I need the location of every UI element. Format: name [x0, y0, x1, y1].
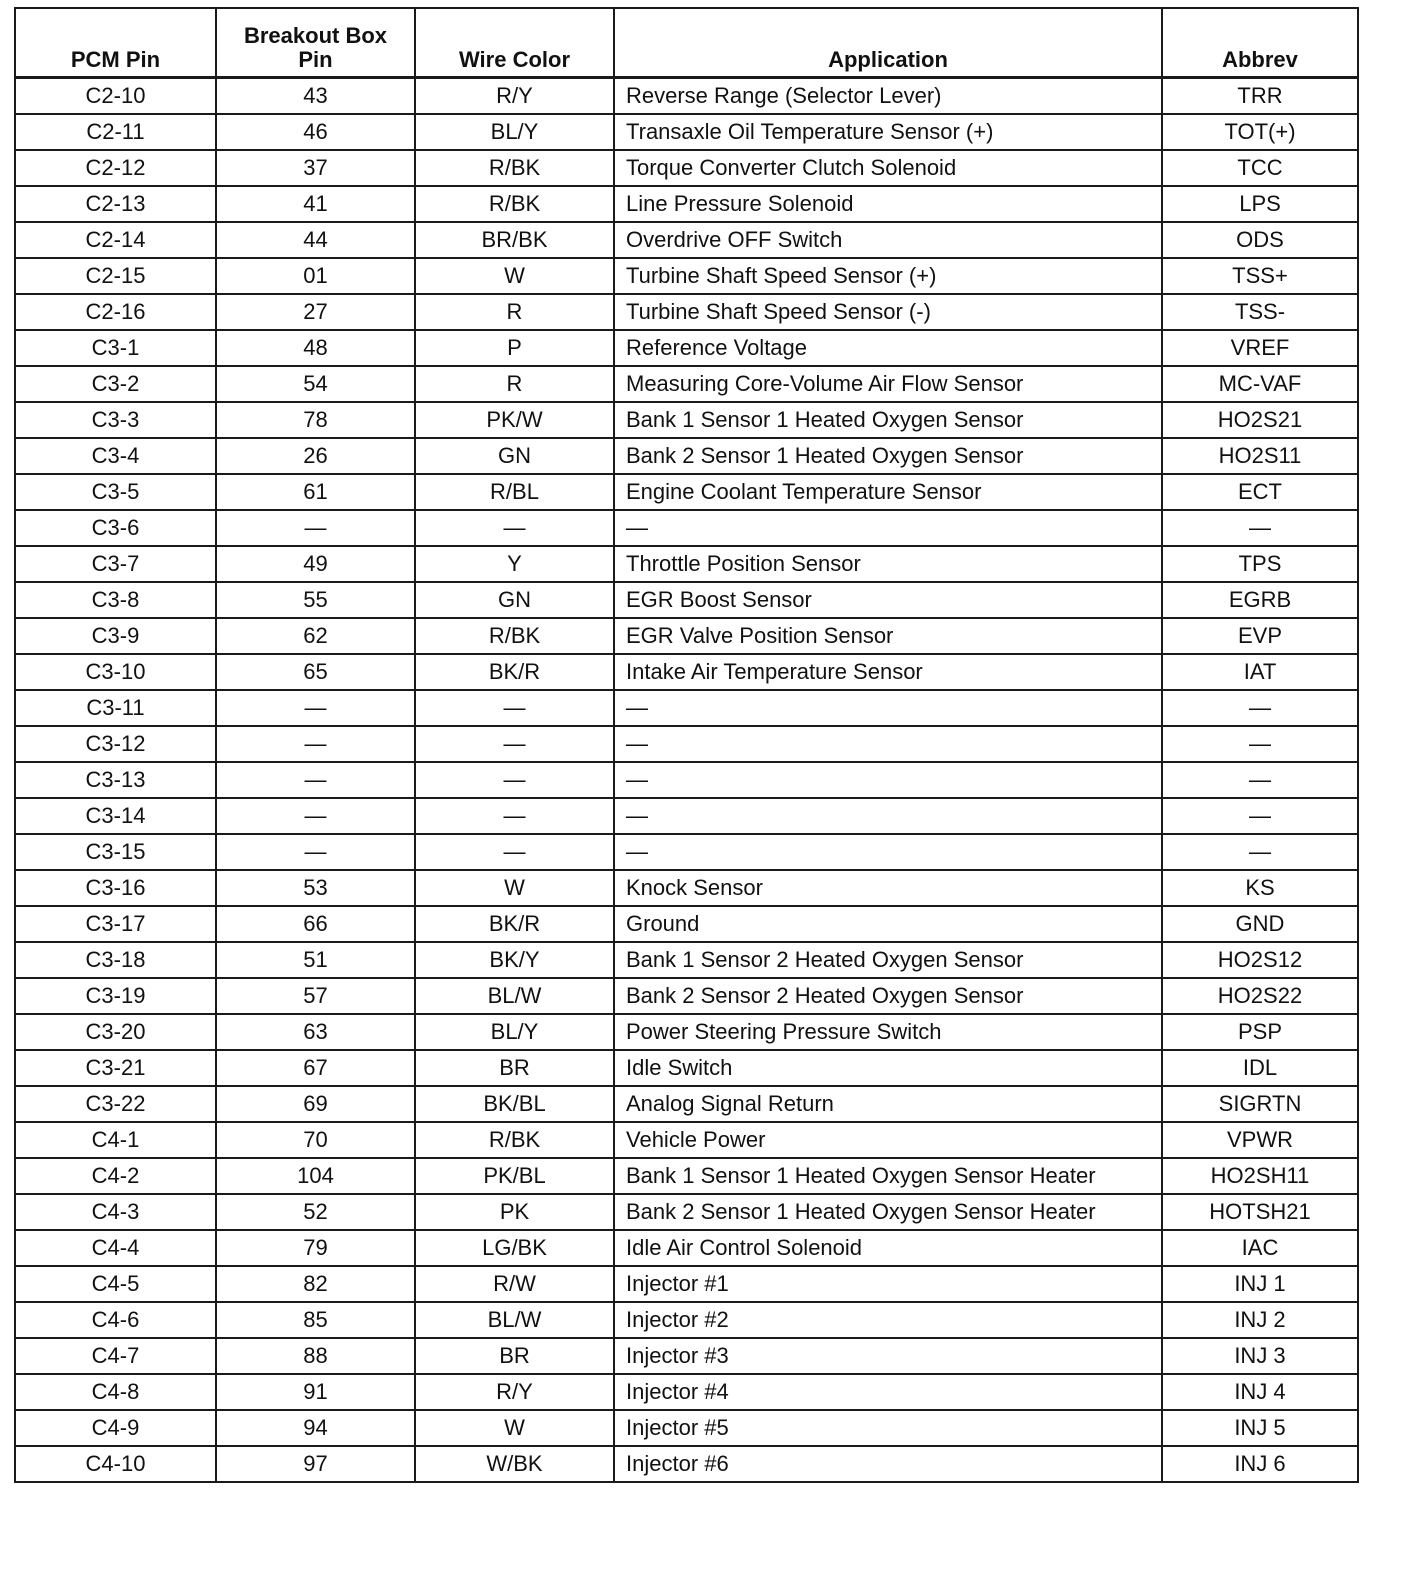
table-row	[15, 330, 1358, 366]
cell-application: —	[614, 834, 1162, 870]
table-row	[15, 402, 1358, 438]
header-breakout-line1: Breakout Box	[243, 23, 388, 48]
cell-abbrev: GND	[1162, 906, 1358, 942]
cell-application: —	[614, 762, 1162, 798]
cell-pcm-pin: C3-22	[15, 1086, 216, 1122]
cell-abbrev: TPS	[1162, 546, 1358, 582]
cell-breakout-pin: 37	[216, 150, 415, 186]
cell-abbrev: TRR	[1162, 78, 1358, 115]
cell-application: Analog Signal Return	[614, 1086, 1162, 1122]
cell-application: —	[614, 690, 1162, 726]
table-row	[15, 1410, 1358, 1446]
cell-abbrev: VREF	[1162, 330, 1358, 366]
cell-pcm-pin: C3-2	[15, 366, 216, 402]
cell-pcm-pin: C3-20	[15, 1014, 216, 1050]
cell-abbrev: INJ 1	[1162, 1266, 1358, 1302]
table-row	[15, 762, 1358, 798]
cell-application: —	[614, 798, 1162, 834]
cell-application: Idle Air Control Solenoid	[614, 1230, 1162, 1266]
cell-abbrev: PSP	[1162, 1014, 1358, 1050]
cell-wire-color: BL/Y	[415, 114, 614, 150]
cell-application: Turbine Shaft Speed Sensor (+)	[614, 258, 1162, 294]
table-body	[15, 78, 1358, 1483]
table-row	[15, 654, 1358, 690]
table-row	[15, 474, 1358, 510]
cell-application: EGR Valve Position Sensor	[614, 618, 1162, 654]
cell-pcm-pin: C4-7	[15, 1338, 216, 1374]
cell-abbrev: TSS+	[1162, 258, 1358, 294]
cell-pcm-pin: C3-19	[15, 978, 216, 1014]
cell-breakout-pin: 69	[216, 1086, 415, 1122]
cell-breakout-pin: 70	[216, 1122, 415, 1158]
cell-wire-color: W/BK	[415, 1446, 614, 1482]
cell-breakout-pin: 49	[216, 546, 415, 582]
table-row	[15, 798, 1358, 834]
cell-wire-color: —	[415, 762, 614, 798]
table-row	[15, 1014, 1358, 1050]
cell-application: Overdrive OFF Switch	[614, 222, 1162, 258]
cell-abbrev: IDL	[1162, 1050, 1358, 1086]
table-row	[15, 510, 1358, 546]
cell-application: EGR Boost Sensor	[614, 582, 1162, 618]
table-row	[15, 1122, 1358, 1158]
cell-pcm-pin: C3-8	[15, 582, 216, 618]
cell-abbrev: HO2SH11	[1162, 1158, 1358, 1194]
cell-wire-color: R/BK	[415, 1122, 614, 1158]
table-row	[15, 942, 1358, 978]
cell-breakout-pin: 26	[216, 438, 415, 474]
cell-breakout-pin: 44	[216, 222, 415, 258]
cell-breakout-pin: 79	[216, 1230, 415, 1266]
cell-breakout-pin: —	[216, 798, 415, 834]
cell-breakout-pin: 82	[216, 1266, 415, 1302]
cell-pcm-pin: C2-10	[15, 78, 216, 115]
cell-wire-color: GN	[415, 438, 614, 474]
cell-abbrev: INJ 2	[1162, 1302, 1358, 1338]
cell-breakout-pin: 54	[216, 366, 415, 402]
table-row	[15, 546, 1358, 582]
cell-pcm-pin: C4-10	[15, 1446, 216, 1482]
cell-abbrev: —	[1162, 690, 1358, 726]
cell-wire-color: R/BK	[415, 150, 614, 186]
cell-abbrev: ECT	[1162, 474, 1358, 510]
cell-wire-color: P	[415, 330, 614, 366]
cell-application: Turbine Shaft Speed Sensor (-)	[614, 294, 1162, 330]
cell-wire-color: BK/BL	[415, 1086, 614, 1122]
cell-application: Bank 1 Sensor 2 Heated Oxygen Sensor	[614, 942, 1162, 978]
cell-wire-color: BK/Y	[415, 942, 614, 978]
cell-wire-color: R/W	[415, 1266, 614, 1302]
cell-wire-color: R/Y	[415, 1374, 614, 1410]
header-row	[15, 8, 1358, 78]
cell-pcm-pin: C3-4	[15, 438, 216, 474]
cell-abbrev: VPWR	[1162, 1122, 1358, 1158]
table-row	[15, 258, 1358, 294]
cell-pcm-pin: C3-7	[15, 546, 216, 582]
cell-wire-color: —	[415, 690, 614, 726]
table-row	[15, 1230, 1358, 1266]
cell-application: Bank 2 Sensor 1 Heated Oxygen Sensor	[614, 438, 1162, 474]
cell-pcm-pin: C3-12	[15, 726, 216, 762]
cell-abbrev: ODS	[1162, 222, 1358, 258]
header-wire-color: Wire Color	[415, 8, 614, 78]
cell-application: Line Pressure Solenoid	[614, 186, 1162, 222]
cell-breakout-pin: 51	[216, 942, 415, 978]
cell-application: Torque Converter Clutch Solenoid	[614, 150, 1162, 186]
table-row	[15, 618, 1358, 654]
cell-application: Bank 2 Sensor 1 Heated Oxygen Sensor Heater	[614, 1194, 1162, 1230]
header-breakout-line2: Pin	[298, 47, 333, 72]
table-row	[15, 870, 1358, 906]
table-row	[15, 186, 1358, 222]
cell-wire-color: —	[415, 726, 614, 762]
cell-application: Injector #2	[614, 1302, 1162, 1338]
cell-abbrev: —	[1162, 798, 1358, 834]
cell-breakout-pin: 43	[216, 78, 415, 115]
cell-application: Bank 2 Sensor 2 Heated Oxygen Sensor	[614, 978, 1162, 1014]
cell-abbrev: IAC	[1162, 1230, 1358, 1266]
cell-application: Injector #5	[614, 1410, 1162, 1446]
cell-breakout-pin: 67	[216, 1050, 415, 1086]
cell-abbrev: HOTSH21	[1162, 1194, 1358, 1230]
cell-application: Reference Voltage	[614, 330, 1162, 366]
cell-application: Vehicle Power	[614, 1122, 1162, 1158]
cell-pcm-pin: C4-8	[15, 1374, 216, 1410]
cell-wire-color: BL/Y	[415, 1014, 614, 1050]
cell-application: Power Steering Pressure Switch	[614, 1014, 1162, 1050]
cell-abbrev: HO2S22	[1162, 978, 1358, 1014]
cell-abbrev: TCC	[1162, 150, 1358, 186]
cell-pcm-pin: C3-9	[15, 618, 216, 654]
cell-pcm-pin: C3-11	[15, 690, 216, 726]
cell-application: Injector #6	[614, 1446, 1162, 1482]
table-row	[15, 1374, 1358, 1410]
cell-wire-color: BR	[415, 1050, 614, 1086]
cell-wire-color: PK/BL	[415, 1158, 614, 1194]
cell-wire-color: R	[415, 294, 614, 330]
cell-abbrev: INJ 3	[1162, 1338, 1358, 1374]
cell-wire-color: —	[415, 510, 614, 546]
cell-application: Injector #3	[614, 1338, 1162, 1374]
cell-application: Bank 1 Sensor 1 Heated Oxygen Sensor	[614, 402, 1162, 438]
cell-abbrev: —	[1162, 834, 1358, 870]
cell-wire-color: W	[415, 258, 614, 294]
cell-wire-color: PK	[415, 1194, 614, 1230]
table-row	[15, 834, 1358, 870]
cell-breakout-pin: —	[216, 690, 415, 726]
cell-breakout-pin: 85	[216, 1302, 415, 1338]
cell-application: Idle Switch	[614, 1050, 1162, 1086]
cell-breakout-pin: —	[216, 762, 415, 798]
cell-breakout-pin: 55	[216, 582, 415, 618]
cell-breakout-pin: 97	[216, 1446, 415, 1482]
cell-wire-color: Y	[415, 546, 614, 582]
cell-wire-color: LG/BK	[415, 1230, 614, 1266]
cell-breakout-pin: 57	[216, 978, 415, 1014]
table-row	[15, 978, 1358, 1014]
cell-abbrev: HO2S21	[1162, 402, 1358, 438]
cell-pcm-pin: C4-9	[15, 1410, 216, 1446]
cell-pcm-pin: C3-5	[15, 474, 216, 510]
cell-abbrev: TOT(+)	[1162, 114, 1358, 150]
cell-wire-color: —	[415, 798, 614, 834]
table-row	[15, 1338, 1358, 1374]
cell-pcm-pin: C3-15	[15, 834, 216, 870]
cell-pcm-pin: C3-10	[15, 654, 216, 690]
cell-abbrev: KS	[1162, 870, 1358, 906]
cell-abbrev: —	[1162, 762, 1358, 798]
cell-abbrev: EGRB	[1162, 582, 1358, 618]
cell-wire-color: —	[415, 834, 614, 870]
pcm-pinout-table	[14, 7, 1359, 1483]
cell-wire-color: R	[415, 366, 614, 402]
cell-pcm-pin: C3-21	[15, 1050, 216, 1086]
cell-pcm-pin: C2-16	[15, 294, 216, 330]
cell-pcm-pin: C4-3	[15, 1194, 216, 1230]
table-row	[15, 222, 1358, 258]
table-row	[15, 1446, 1358, 1482]
cell-abbrev: HO2S12	[1162, 942, 1358, 978]
cell-wire-color: BL/W	[415, 978, 614, 1014]
cell-application: Measuring Core-Volume Air Flow Sensor	[614, 366, 1162, 402]
cell-breakout-pin: —	[216, 726, 415, 762]
cell-breakout-pin: —	[216, 834, 415, 870]
header-application: Application	[614, 8, 1162, 78]
cell-wire-color: BR/BK	[415, 222, 614, 258]
cell-pcm-pin: C3-1	[15, 330, 216, 366]
cell-wire-color: BK/R	[415, 906, 614, 942]
cell-breakout-pin: 88	[216, 1338, 415, 1374]
cell-breakout-pin: 66	[216, 906, 415, 942]
cell-abbrev: IAT	[1162, 654, 1358, 690]
cell-abbrev: —	[1162, 510, 1358, 546]
cell-wire-color: BK/R	[415, 654, 614, 690]
cell-application: Ground	[614, 906, 1162, 942]
cell-application: —	[614, 510, 1162, 546]
cell-breakout-pin: 78	[216, 402, 415, 438]
pcm-pinout-sheet	[14, 7, 1359, 1483]
cell-breakout-pin: 41	[216, 186, 415, 222]
cell-breakout-pin: 63	[216, 1014, 415, 1050]
cell-wire-color: W	[415, 870, 614, 906]
cell-abbrev: INJ 4	[1162, 1374, 1358, 1410]
cell-pcm-pin: C4-2	[15, 1158, 216, 1194]
cell-application: Knock Sensor	[614, 870, 1162, 906]
cell-breakout-pin: 91	[216, 1374, 415, 1410]
cell-application: Transaxle Oil Temperature Sensor (+)	[614, 114, 1162, 150]
cell-pcm-pin: C3-17	[15, 906, 216, 942]
cell-abbrev: MC-VAF	[1162, 366, 1358, 402]
cell-wire-color: R/BL	[415, 474, 614, 510]
cell-breakout-pin: 48	[216, 330, 415, 366]
cell-pcm-pin: C3-3	[15, 402, 216, 438]
cell-application: Reverse Range (Selector Lever)	[614, 78, 1162, 115]
cell-abbrev: TSS-	[1162, 294, 1358, 330]
cell-application: Engine Coolant Temperature Sensor	[614, 474, 1162, 510]
cell-application: Intake Air Temperature Sensor	[614, 654, 1162, 690]
cell-abbrev: —	[1162, 726, 1358, 762]
header-breakout-box-pin	[216, 8, 415, 78]
cell-pcm-pin: C2-12	[15, 150, 216, 186]
cell-breakout-pin: 62	[216, 618, 415, 654]
table-row	[15, 294, 1358, 330]
header-abbrev: Abbrev	[1162, 8, 1358, 78]
table-row	[15, 726, 1358, 762]
cell-wire-color: BL/W	[415, 1302, 614, 1338]
table-row	[15, 1194, 1358, 1230]
cell-pcm-pin: C4-5	[15, 1266, 216, 1302]
cell-abbrev: SIGRTN	[1162, 1086, 1358, 1122]
cell-breakout-pin: 27	[216, 294, 415, 330]
cell-application: Injector #4	[614, 1374, 1162, 1410]
table-row	[15, 1050, 1358, 1086]
table-row	[15, 1302, 1358, 1338]
table-row	[15, 1158, 1358, 1194]
cell-wire-color: GN	[415, 582, 614, 618]
cell-application: Bank 1 Sensor 1 Heated Oxygen Sensor Heater	[614, 1158, 1162, 1194]
cell-pcm-pin: C2-11	[15, 114, 216, 150]
table-row	[15, 366, 1358, 402]
cell-breakout-pin: 65	[216, 654, 415, 690]
table-row	[15, 150, 1358, 186]
cell-breakout-pin: 104	[216, 1158, 415, 1194]
cell-abbrev: INJ 6	[1162, 1446, 1358, 1482]
cell-pcm-pin: C3-14	[15, 798, 216, 834]
table-row	[15, 114, 1358, 150]
header-pcm-pin: PCM Pin	[15, 8, 216, 78]
cell-abbrev: EVP	[1162, 618, 1358, 654]
cell-abbrev: INJ 5	[1162, 1410, 1358, 1446]
cell-breakout-pin: 94	[216, 1410, 415, 1446]
cell-pcm-pin: C3-13	[15, 762, 216, 798]
table-row	[15, 906, 1358, 942]
cell-breakout-pin: 61	[216, 474, 415, 510]
cell-application: Throttle Position Sensor	[614, 546, 1162, 582]
cell-wire-color: PK/W	[415, 402, 614, 438]
cell-wire-color: R/BK	[415, 618, 614, 654]
cell-breakout-pin: —	[216, 510, 415, 546]
table-row	[15, 78, 1358, 115]
cell-breakout-pin: 46	[216, 114, 415, 150]
cell-breakout-pin: 53	[216, 870, 415, 906]
cell-pcm-pin: C2-14	[15, 222, 216, 258]
cell-pcm-pin: C2-15	[15, 258, 216, 294]
cell-pcm-pin: C4-4	[15, 1230, 216, 1266]
cell-application: Injector #1	[614, 1266, 1162, 1302]
table-row	[15, 582, 1358, 618]
cell-application: —	[614, 726, 1162, 762]
cell-wire-color: R/Y	[415, 78, 614, 115]
table-row	[15, 1266, 1358, 1302]
cell-wire-color: R/BK	[415, 186, 614, 222]
table-row	[15, 1086, 1358, 1122]
table-row	[15, 438, 1358, 474]
cell-wire-color: BR	[415, 1338, 614, 1374]
cell-pcm-pin: C4-1	[15, 1122, 216, 1158]
cell-pcm-pin: C3-18	[15, 942, 216, 978]
cell-breakout-pin: 52	[216, 1194, 415, 1230]
cell-pcm-pin: C2-13	[15, 186, 216, 222]
cell-breakout-pin: 01	[216, 258, 415, 294]
cell-pcm-pin: C4-6	[15, 1302, 216, 1338]
cell-wire-color: W	[415, 1410, 614, 1446]
cell-abbrev: LPS	[1162, 186, 1358, 222]
cell-pcm-pin: C3-6	[15, 510, 216, 546]
cell-abbrev: HO2S11	[1162, 438, 1358, 474]
cell-pcm-pin: C3-16	[15, 870, 216, 906]
table-row	[15, 690, 1358, 726]
